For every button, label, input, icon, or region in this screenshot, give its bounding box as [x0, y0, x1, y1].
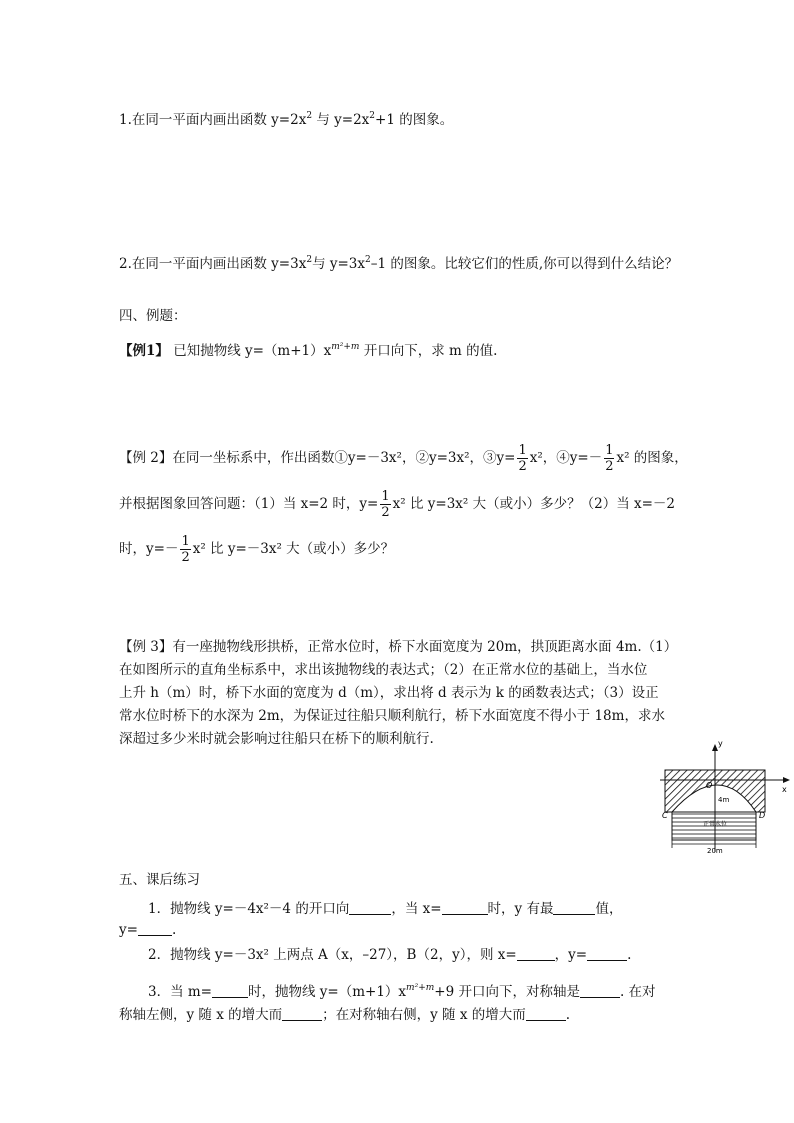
example-3-line-2: 在如图所示的直角坐标系中，求出该抛物线的表达式；（2）在正常水位的基础上，当水位 — [119, 662, 648, 678]
practice-3-line-2: 称轴左侧，y 随 x 的增大而 ；在对称轴右侧，y 随 x 的增大而 . — [119, 1007, 571, 1023]
y-label: y — [718, 740, 723, 748]
fraction-half: $\frac{1}{2}$ — [381, 489, 390, 520]
practice-1-line-2: y= . — [119, 922, 177, 938]
water-level-label: 正常水位 — [703, 821, 728, 828]
section-heading-examples: 四、例题： — [119, 308, 187, 324]
fraction-half: $\frac{1}{2}$ — [181, 534, 190, 565]
answer-blank[interactable] — [349, 902, 391, 915]
example-2-line-1: 【例 2】在同一坐标系中，作出函数①y=－3x²，②y=3x²，③y= $\frac{1}{2}$ x²，④y=－ $\frac{1}{2}$ x² 的图象， — [119, 443, 688, 474]
answer-blank[interactable] — [553, 902, 595, 915]
origin-label: O — [706, 781, 713, 790]
answer-blank[interactable] — [282, 1008, 322, 1021]
height-label: 4m — [718, 796, 730, 804]
example-3-line-3: 上升 h（m）时，桥下水面的宽度为 d（m），求出将 d 表示为 k 的函数表达式；（3）设正 — [119, 685, 659, 701]
example-3-line-5: 深超过多少米时就会影响过往船只在桥下的顺利航行. — [119, 731, 434, 747]
practice-2: 2．抛物线 y=－3x² 上两点 A（x，–27），B（2，y），则 x= ，y= . — [148, 947, 632, 963]
section-heading-practice: 五、课后练习 — [119, 872, 200, 888]
width-label: 20m — [707, 847, 723, 855]
arch-bridge-figure — [660, 740, 790, 855]
answer-blank[interactable] — [526, 1008, 566, 1021]
practice-3-line-1: 3．当 m= 时，抛物线 $y=(m+1)x^{m^2+m}+9$ 开口向下，对称轴是 . 在对 — [148, 983, 656, 1000]
example-label: 【例1】 — [119, 343, 169, 359]
example-3-line-4: 常水位时桥下的水深为 2m，为保证过往船只顺利航行，桥下水面宽度不得小于 18m，求水 — [119, 708, 665, 724]
example-1: 【例1】 已知抛物线 $y=(m+1)x^{m^2+m}$ 开口向下，求 m 的值. — [119, 342, 498, 359]
question-2: 2.在同一平面内画出函数 $y=3x^2$与 $y=3x^2-1$ 的图象。比较它们的性质,你可以得到什么结论？ — [119, 255, 679, 272]
question-number: 1. — [119, 112, 132, 128]
x-label: x — [782, 785, 787, 794]
example-2-line-3: 时，y=－ $\frac{1}{2}$ x² 比 y=－3x² 大（或小）多少？ — [119, 534, 395, 565]
answer-blank[interactable] — [442, 902, 488, 915]
answer-blank[interactable] — [517, 948, 555, 961]
question-number: 2. — [119, 256, 132, 272]
answer-blank[interactable] — [587, 948, 627, 961]
fraction-half: $\frac{1}{2}$ — [605, 443, 614, 474]
answer-blank[interactable] — [580, 985, 620, 998]
answer-blank[interactable] — [138, 923, 172, 936]
fraction-half: $\frac{1}{2}$ — [518, 443, 527, 474]
example-label: 【例 3】 — [119, 639, 173, 655]
point-d-label: D — [759, 811, 766, 820]
question-1: 1.在同一平面内画出函数 $y=2x^2$ 与 $y=2x^2+1$ 的图象。 — [119, 111, 454, 128]
point-c-label: C — [662, 811, 668, 820]
x-axis-arrow — [783, 777, 790, 783]
practice-1-line-1: 1．抛物线 y=－4x²－4 的开口向 ，当 x= 时，y 有最 值， — [148, 901, 623, 917]
example-label: 【例 2】 — [119, 450, 173, 466]
example-3-line-1: 【例 3】有一座抛物线形拱桥，正常水位时，桥下水面宽度为 20m，拱顶距离水面 4m.（1） — [119, 639, 678, 655]
answer-blank[interactable] — [212, 985, 248, 998]
example-2-line-2: 并根据图象回答问题：（1）当 x=2 时，y= $\frac{1}{2}$ x² 比 y=3x² 大（或小）多少？（2）当 x=－2 — [119, 489, 676, 520]
